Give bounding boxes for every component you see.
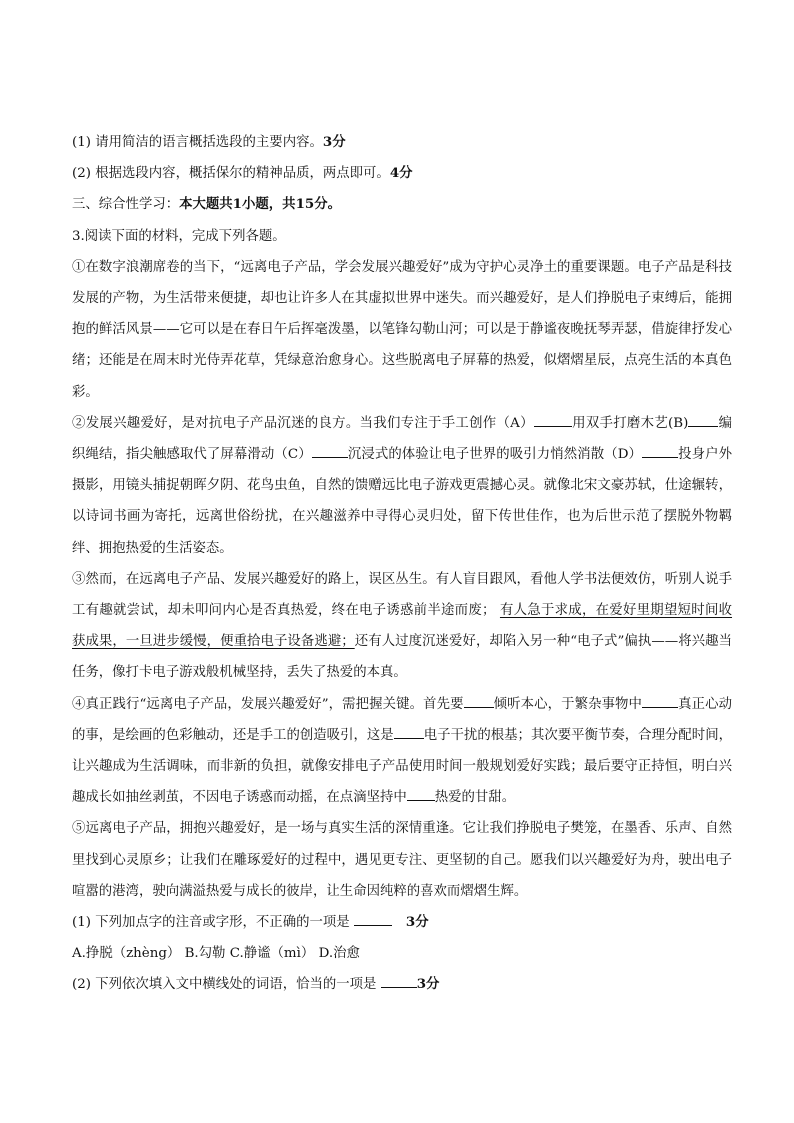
paragraph-4-part-1: ④真正践行“远离电子产品，发展兴趣爱好”，需把握关键。首先要 xyxy=(72,696,464,712)
fill-blank xyxy=(312,445,348,458)
section-3-heading xyxy=(72,189,732,220)
sub-question-2-text: (2) 下列依次填入文中横线处的词语，恰当的一项是 xyxy=(72,977,377,993)
question-1-2-text: (2) 根据选段内容，概括保尔的精神品质，两点即可。 xyxy=(72,166,390,182)
document-page xyxy=(72,127,732,1001)
answer-blank xyxy=(381,975,417,988)
sub-question-1 xyxy=(72,907,732,938)
paragraph-4-part-2: 倾听本心，于繁杂事物中 xyxy=(493,696,643,712)
paragraph-3 xyxy=(72,564,732,689)
question-1-1-text: (1) 请用简洁的语言概括选段的主要内容。 xyxy=(72,135,323,150)
section-3-title: 本大题共1小题，共15分。 xyxy=(179,196,341,213)
fill-blank xyxy=(407,788,435,801)
paragraph-3-underlined-sentence: 有人急于求成，在爱好里期望短时间收获成果，一旦进步缓慢，便重拾电子设备逃避； xyxy=(72,603,733,650)
paragraph-1: ①在数字浪潮席卷的当下，“远离电子产品，学会发展兴趣爱好”成为守护心灵净土的重要课题。电子产品是科技发展的产物，为生活带来便捷，却也让许多人在其虚拟世界中迷失。而兴趣爱好，是人们挣脱电子束缚后，能拥抱的鲜活风景——它可以是在春日午后挥毫泼墨，以笔锋勾勒山河；可以是于静谧夜晚抚琴弄瑟，借旋律抒发心绪；还能是在周末时光侍弄花草，凭绿意治愈身心。这些脱离电子屏幕的热爱，似熠熠星辰，点亮生活的本真色彩。 xyxy=(72,259,732,400)
fill-blank xyxy=(394,726,424,739)
paragraph-2-part-1: ②发展兴趣爱好，是对抗电子产品沉迷的良方。当我们专注于手工创作（A） xyxy=(72,415,534,431)
paragraph-3-part-2: 还有人过度沉迷爱好，却陷入另一种“电子式”偏执——将兴趣当任务，像打卡电子游戏般机械坚持，丢失了热爱的本真。 xyxy=(72,634,732,681)
paragraph-4-part-5: 热爱的甘甜。 xyxy=(434,790,516,806)
paragraph-2-part-4: 沉浸式的体验让电子世界的吸引力悄然消散（D） xyxy=(347,447,643,463)
paragraph-4-part-3: 真正心动的事，是绘画的色彩触动，还是手工的创造吸引，这是 xyxy=(72,696,733,743)
fill-blank xyxy=(688,414,718,427)
question-1-2 xyxy=(72,158,732,189)
question-1-2-score: 4分 xyxy=(389,165,413,182)
paragraph-2-part-2: 用双手打磨木艺(B) xyxy=(571,415,689,431)
paragraph-2 xyxy=(72,408,732,564)
sub-question-1-score: 3分 xyxy=(405,914,429,931)
sub-question-1-text: (1) 下列加点字的注音或字形，不正确的一项是 xyxy=(72,915,350,931)
question-1-1-score: 3分 xyxy=(322,134,346,150)
answer-blank xyxy=(354,913,392,926)
option-c: C.静谧（mì） xyxy=(229,946,315,962)
paragraph-5: ⑤远离电子产品，拥抱兴趣爱好，是一场与真实生活的深情重逢。它让我们挣脱电子樊笼，在墨香、乐声、自然里找到心灵原乡；让我们在雕琢爱好的过程中，遇见更专注、更坚韧的自己。愿我们以兴趣爱好为舟，驶出电子喧嚣的港湾，驶向满溢热爱与成长的彼岸，让生命因纯粹的喜欢而熠熠生辉。 xyxy=(72,821,732,899)
question-3-stem: 3.阅读下面的材料，完成下列各题。 xyxy=(72,228,286,244)
option-d: D.治愈 xyxy=(318,946,360,962)
sub-question-1-options xyxy=(72,938,732,969)
paragraph-2-part-3: 编织绳结，指尖触感取代了屏幕滑动（C） xyxy=(72,415,733,463)
fill-blank xyxy=(534,414,572,427)
fill-blank xyxy=(642,445,678,458)
paragraph-2-part-5: 投身户外摄影，用镜头捕捉朝晖夕阴、花鸟虫鱼，自然的馈赠远比电子游戏更震撼心灵。就像北宋文豪苏轼，仕途辗转，以诗词书画为寄托，远离世俗纷扰，在兴趣滋养中寻得心灵归处，留下传世佳作，也为后世示范了摆脱外物羁绊、拥抱热爱的生活姿态。 xyxy=(72,447,733,556)
fill-blank xyxy=(464,695,494,708)
option-a: A.挣脱（zhèng） xyxy=(72,946,181,962)
paragraph-3-part-1: ③然而，在远离电子产品、发展兴趣爱好的路上，误区丛生。有人盲目跟风，看他人学书法便效仿，听别人说手工有趣就尝试，却未叩问内心是否真热爱，终在电子诱惑前半途而废； xyxy=(72,571,732,619)
option-b: B.勾勒 xyxy=(184,946,226,962)
section-3-prefix: 三、综合性学习： xyxy=(72,197,180,213)
paragraph-4-part-4: 电子干扰的根基；其次要平衡节奏，合理分配时间，让兴趣成为生活调味，而非新的负担，就像安排电子产品使用时间一般规划爱好实践；最后要守正持恒，明白兴趣成长如抽丝剥茧，不因电子诱惑而动摇，在点滴坚持中 xyxy=(72,727,732,806)
sub-question-2 xyxy=(72,969,732,1000)
fill-blank xyxy=(642,695,678,708)
paragraph-4 xyxy=(72,689,732,814)
sub-question-2-score: 3分 xyxy=(416,976,440,993)
question-1-1 xyxy=(72,127,732,158)
